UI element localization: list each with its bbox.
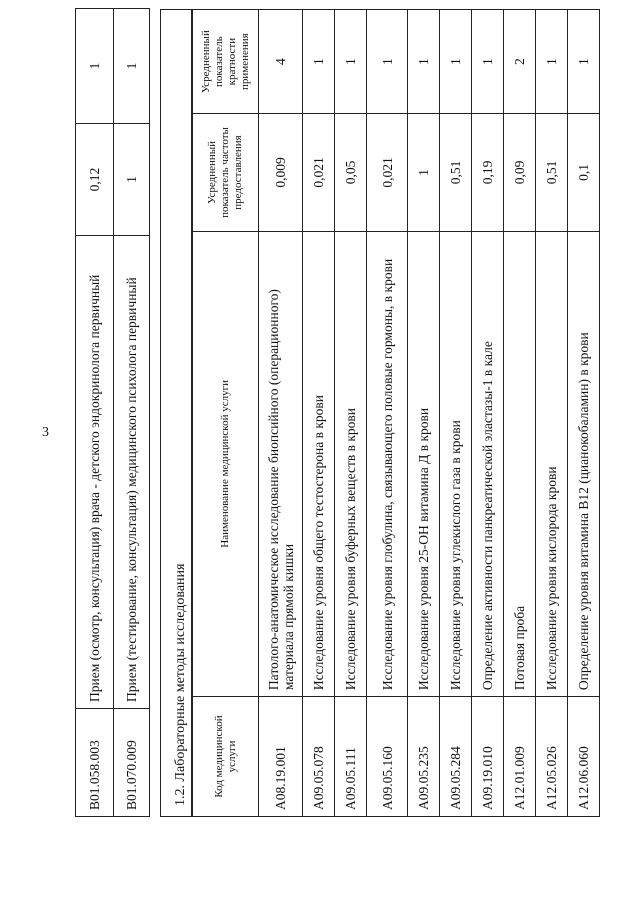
multiplicity-value: 1 bbox=[568, 10, 600, 114]
service-code: A09.05.111 bbox=[335, 697, 367, 817]
service-name: Исследование уровня 25-ОН витамина Д в крови bbox=[408, 231, 440, 696]
table-row bbox=[76, 9, 114, 817]
service-code: B01.070.009 bbox=[114, 709, 150, 817]
service-name: Исследование уровня буферных веществ в крови bbox=[335, 231, 367, 696]
frequency-value: 0,09 bbox=[504, 114, 536, 231]
page-number: 3 bbox=[42, 425, 49, 440]
multiplicity-value: 1 bbox=[76, 9, 114, 124]
service-name: Прием (тестирование, консультация) медицинского психолога первичный bbox=[114, 236, 150, 709]
frequency-value: 0,05 bbox=[335, 114, 367, 231]
multiplicity-value: 1 bbox=[114, 9, 150, 124]
service-code: A09.05.078 bbox=[303, 697, 335, 817]
multiplicity-value: 1 bbox=[536, 10, 568, 114]
table-row bbox=[568, 10, 600, 817]
frequency-value: 0,51 bbox=[440, 114, 472, 231]
service-code: A12.05.026 bbox=[536, 697, 568, 817]
laboratory-methods-table bbox=[192, 9, 600, 817]
service-name: Исследование уровня кислорода крови bbox=[536, 231, 568, 696]
table-row bbox=[335, 10, 367, 817]
service-code: A09.05.235 bbox=[408, 697, 440, 817]
frequency-value: 1 bbox=[408, 114, 440, 231]
service-name: Исследование уровня углекислого газа в крови bbox=[440, 231, 472, 696]
multiplicity-value: 1 bbox=[408, 10, 440, 114]
table-header-row bbox=[193, 10, 259, 817]
service-code: B01.058.003 bbox=[76, 709, 114, 817]
service-name: Определение активности панкреатической эластазы-1 в кале bbox=[472, 231, 504, 696]
header-frequency: Усредненный показатель частоты предоставления bbox=[193, 114, 259, 231]
frequency-value: 0,009 bbox=[259, 114, 303, 231]
frequency-value: 0,12 bbox=[76, 124, 114, 236]
frequency-value: 0,51 bbox=[536, 114, 568, 231]
table-row bbox=[408, 10, 440, 817]
table-row bbox=[259, 10, 303, 817]
multiplicity-value: 4 bbox=[259, 10, 303, 114]
table-row bbox=[440, 10, 472, 817]
multiplicity-value: 1 bbox=[335, 10, 367, 114]
frequency-value: 0,19 bbox=[472, 114, 504, 231]
multiplicity-value: 1 bbox=[440, 10, 472, 114]
frequency-value: 0,021 bbox=[367, 114, 408, 231]
multiplicity-value: 1 bbox=[472, 10, 504, 114]
header-multiplicity: Усредненный показатель кратности применения bbox=[193, 10, 259, 114]
service-name: Прием (осмотр, консультация) врача - детского эндокринолога первичный bbox=[76, 236, 114, 709]
frequency-value: 0,021 bbox=[303, 114, 335, 231]
table-row bbox=[504, 10, 536, 817]
table-row bbox=[303, 10, 335, 817]
header-name: Наименование медицинской услуги bbox=[193, 231, 259, 696]
service-name: Патолого-анатомическое исследование биопсийного (операционного) материала прямой кишки bbox=[259, 231, 303, 696]
table-row bbox=[367, 10, 408, 817]
service-code: A09.05.160 bbox=[367, 697, 408, 817]
service-code: A08.19.001 bbox=[259, 697, 303, 817]
service-code: A12.01.009 bbox=[504, 697, 536, 817]
service-name: Определение уровня витамина B12 (цианокобаламин) в крови bbox=[568, 231, 600, 696]
table-row bbox=[114, 9, 150, 817]
frequency-value: 0,1 bbox=[568, 114, 600, 231]
service-code: A12.06.060 bbox=[568, 697, 600, 817]
service-code: A09.19.010 bbox=[472, 697, 504, 817]
multiplicity-value: 1 bbox=[303, 10, 335, 114]
service-name: Исследование уровня глобулина, связывающего половые гормоны, в крови bbox=[367, 231, 408, 696]
frequency-value: 1 bbox=[114, 124, 150, 236]
table-row bbox=[472, 10, 504, 817]
table-row bbox=[536, 10, 568, 817]
header-code: Код медицинской услуги bbox=[193, 697, 259, 817]
top-services-table bbox=[75, 8, 150, 817]
service-code: A09.05.284 bbox=[440, 697, 472, 817]
service-name: Исследование уровня общего тестостерона в крови bbox=[303, 231, 335, 696]
service-name: Потовая проба bbox=[504, 231, 536, 696]
multiplicity-value: 2 bbox=[504, 10, 536, 114]
section-title: 1.2. Лабораторные методы исследования bbox=[160, 9, 192, 817]
multiplicity-value: 1 bbox=[367, 10, 408, 114]
